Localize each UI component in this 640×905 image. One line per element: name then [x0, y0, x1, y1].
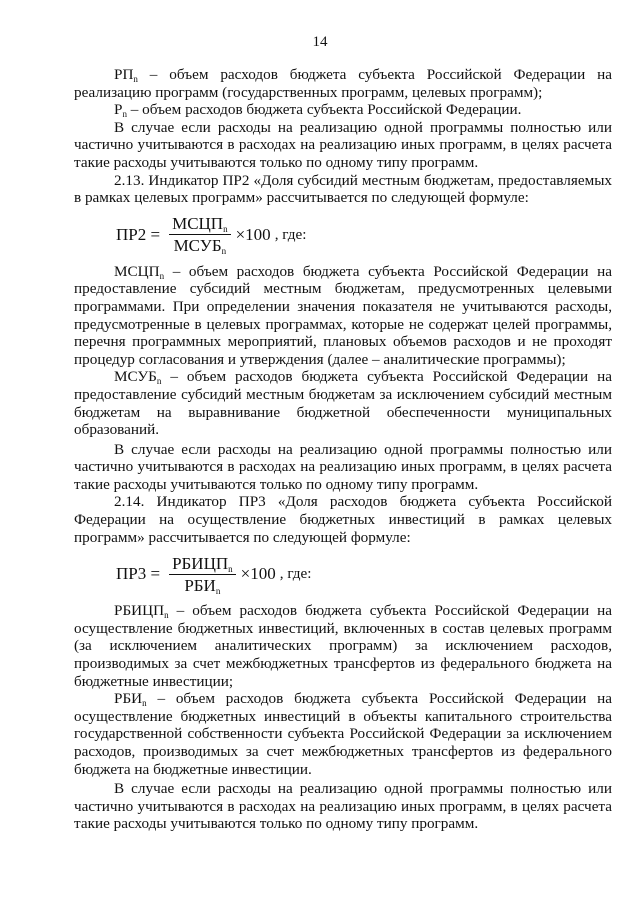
note-paragraph-3: В случае если расходы на реализацию одной программы полностью или частично учитываются в расходах на реализацию иных программ, в целях расчета такие расходы учитываются только по одному типу программ. [74, 780, 612, 833]
term-subscript: n [122, 109, 127, 120]
page-number: 14 [312, 34, 328, 50]
term: РБИЦП [114, 602, 165, 620]
definition-text: – объем расходов бюджета субъекта Российской Федерации на осуществление бюджетных инвестиций, включенных в состав целевых программ (за исключением аналитических программ) за исключением расходов, производимых за счет межбюджетных трансфертов из федерального бюджета на бюджетные инвестиции; [74, 602, 612, 690]
term: РБИ [114, 690, 143, 708]
term-subscript: n [142, 698, 147, 709]
term: Р [114, 101, 123, 119]
term-subscript: n [133, 74, 138, 84]
definition-rbi [74, 690, 612, 778]
term: МСУБ [114, 368, 157, 386]
definition-text: – объем расходов бюджета субъекта Российской Федерации на предоставление субсидий местным бюджетам, предусмотренных целевыми программами. При определении значения показателя не учитываются расходы, предусмотренные в целевых программах, которые не содержат целей программы, перечня программных мероприятий, плановых объемов расходов и не проходят процедур согласования и утверждения (далее – аналитические программы); [74, 262, 612, 368]
term-subscript: n [156, 376, 162, 387]
definition-text: – объем расходов бюджета субъекта Российской Федерации на реализацию программ (государственных программ, целевых программ); [74, 66, 612, 101]
formula-fraction [169, 554, 236, 595]
definition-mscp [74, 263, 612, 369]
definition-rp [74, 66, 612, 101]
term-subscript: n [164, 610, 169, 621]
definition-msub [74, 368, 612, 438]
formula-fraction [169, 214, 231, 255]
formula-numerator: $МСЦП_n$ [169, 214, 231, 235]
indicator-2-14: 2.14. Индикатор ПР3 «Доля расходов бюджета субъекта Российской Федерации на осуществление бюджетных инвестиций в рамках целевых программ» рассчитывается по следующей формуле: [74, 493, 612, 546]
note-paragraph-1: В случае если расходы на реализацию одной программы полностью или частично учитываются в расходах на реализацию иных программ, в целях расчета такие расходы учитываются только по одному типу программ. [74, 118, 612, 171]
formula-lhs: ПР2 = [116, 224, 161, 244]
formula-pr2 [116, 212, 612, 258]
formula-multiplier: ×100 [235, 224, 271, 244]
definition-text: – объем расходов бюджета субъекта Российской Федерации на предоставление субсидий местным бюджетам за исключением субсидий местным бюджетам на выравнивание бюджетной обеспеченности муниципальных образований. [74, 368, 612, 439]
formula-lhs: ПР3 = [116, 564, 161, 584]
definition-text: – объем расходов бюджета субъекта Российской Федерации. [126, 101, 522, 119]
formula-denominator: $МСУБ_n$ [173, 236, 227, 257]
formula-where: , где: [274, 225, 307, 243]
document-body [74, 66, 612, 833]
term: МСЦП [114, 262, 160, 280]
indicator-2-13: 2.13. Индикатор ПР2 «Доля субсидий местным бюджетам, предоставляемых в рамках целевых программ» рассчитывается по следующей формуле: [74, 171, 612, 207]
formula-numerator: $РБИЦП_n$ [169, 554, 236, 575]
term-subscript: n [159, 270, 165, 281]
formula-multiplier: ×100 [240, 564, 276, 584]
formula-where: , где: [279, 565, 312, 583]
note-paragraph-2: В случае если расходы на реализацию одной программы полностью или частично учитываются в расходах на реализацию иных программ, в целях расчета такие расходы учитываются только по одному типу программ. [74, 440, 612, 493]
definition-r [74, 101, 612, 119]
formula-pr3 [116, 551, 612, 597]
definition-rbicp [74, 602, 612, 690]
term: РП [114, 66, 134, 83]
formula-denominator: $РБИ_n$ [184, 575, 221, 596]
definition-text: – объем расходов бюджета субъекта Российской Федерации на осуществление бюджетных инвестиций в объекты капитального строительства государственной собственности субъекта Российской Федерации за исключением расходов, производимых за счет межбюджетных трансфертов из федерального бюджета на бюджетные инвестиции. [74, 690, 612, 778]
